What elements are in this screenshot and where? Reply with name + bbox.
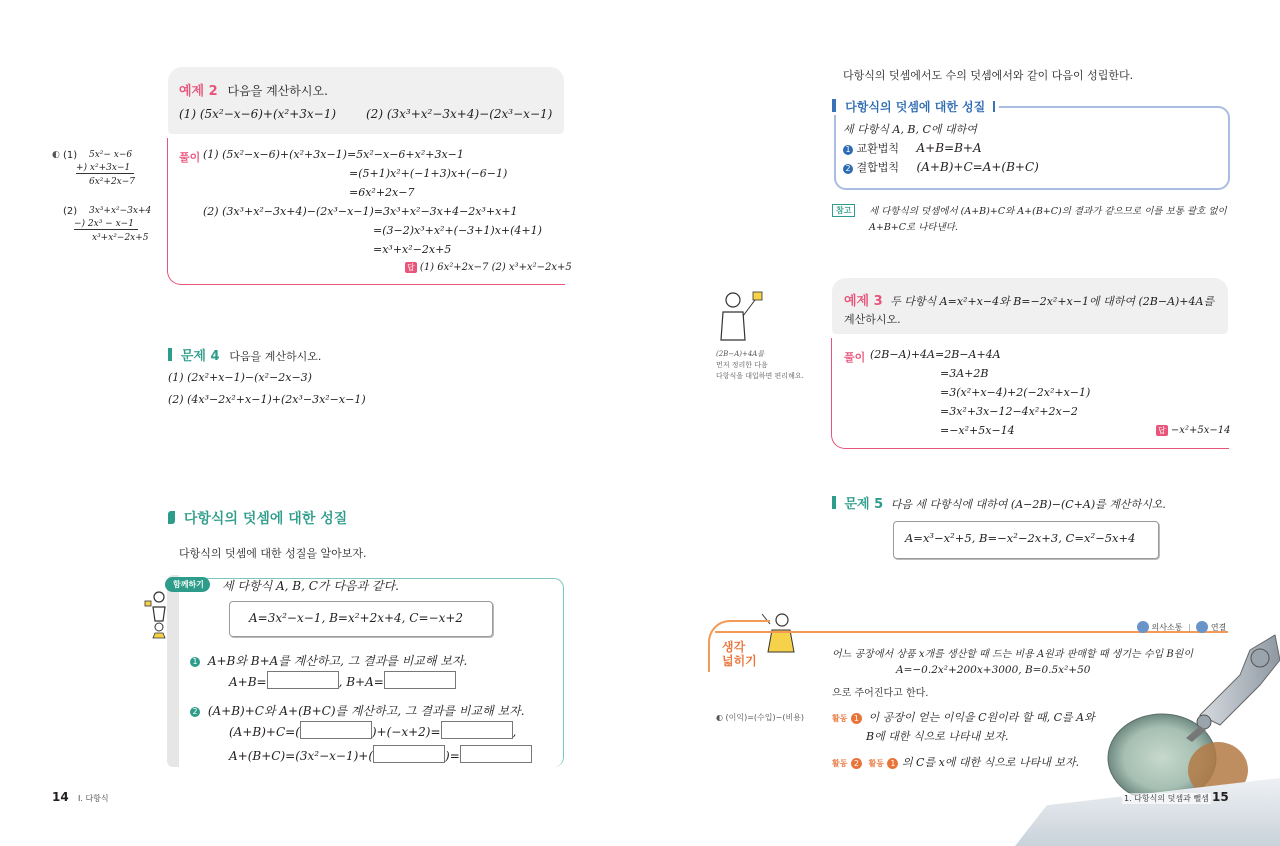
- problem4-title: [168, 345, 321, 364]
- step2-number-icon: 2: [190, 707, 200, 717]
- act1-text-1: 이 공장이 얻는 이익을 C원이라 할 때, C를 A와: [868, 711, 1095, 724]
- activity-character-icon: [143, 589, 171, 639]
- law1-formula: A+B=B+A: [916, 141, 982, 155]
- answer-mark: 답: [1158, 426, 1166, 435]
- activity-step1: [190, 652, 467, 669]
- step2-abc-blank-2[interactable]: [441, 721, 513, 739]
- step2-abc-blank-1[interactable]: [300, 721, 372, 739]
- example2-prompt: 다음을 계산하시오.: [227, 84, 328, 98]
- example2-sol2-line2: =(3−2)x³+x²+(−3+1)x+(4+1): [373, 224, 542, 237]
- step2-abc2-mid: )=: [445, 749, 460, 763]
- right-section-title: 1. 다항식의 덧셈과 뺄셈: [1124, 794, 1209, 803]
- left-page-number: 14: [52, 790, 69, 804]
- activity-step2: [190, 702, 525, 719]
- activity-step2-line2: [229, 745, 532, 763]
- step1-ba-blank[interactable]: [384, 671, 456, 689]
- note-line2: A+B+C로 나타낸다.: [869, 222, 958, 233]
- section-intro: 다항식의 덧셈에 대한 성질을 알아보자.: [179, 547, 367, 560]
- example2-title: [179, 80, 328, 99]
- property-lead: 세 다항식 A, B, C에 대하여: [843, 123, 977, 136]
- example2-answer-text: (1) 6x²+2x−7 (2) x³+x²−2x+5: [419, 262, 572, 273]
- example2-sol2-line1: (2) (3x³+x²−3x+4)−(2x³−x−1)=3x³+x²−3x+4−2x³+x+1: [203, 205, 518, 218]
- example2-answer: [405, 262, 572, 273]
- problem5-prompt: 다음 세 다항식에 대하여 (A−2B)−(C+A)를 계산하시오.: [890, 498, 1166, 511]
- example2-solution-label: 풀이: [179, 151, 201, 164]
- law1-name: 교환법칙: [856, 142, 900, 155]
- act2-label: 활동: [832, 759, 848, 768]
- property-box-title: [832, 98, 999, 115]
- think-hint-text: (이익)=(수입)−(비용): [725, 713, 805, 722]
- example2-question-1: (1) (5x²−x−6)+(x²+3x−1): [179, 107, 337, 121]
- activity-step1-text: A+B와 B+A를 계산하고, 그 결과를 비교해 보자.: [207, 654, 468, 668]
- step2-abc2-left: A+(B+C)=(3x²−x−1)+(: [229, 749, 374, 763]
- margin-note-arrow-icon: ◐: [52, 150, 60, 160]
- right-page-number: 15: [1212, 790, 1229, 804]
- act1-label: 활동: [832, 714, 848, 723]
- example2-sol1-line3: =6x²+2x−7: [349, 186, 415, 199]
- margin-note-1-row1: 5x²− x−6: [89, 150, 133, 160]
- section-bullet-icon: [168, 511, 175, 524]
- example2-sol1-line2: =(5+1)x²+(−1+3)x+(−6−1): [349, 167, 508, 180]
- activity-step2-line1: [229, 721, 516, 739]
- think-tags: 의사소통 | 연결: [1137, 621, 1226, 633]
- problem4-bar: [168, 348, 172, 361]
- example3-label: 예제 3: [844, 294, 883, 309]
- think-activity-1: [832, 709, 1095, 725]
- step1-ba-label: , B+A=: [338, 675, 384, 689]
- act2-ref-label: 활동: [868, 759, 884, 768]
- section-title-text: 다항식의 덧셈에 대한 성질: [183, 511, 348, 527]
- act2-text: 의 C를 x에 대한 식으로 나타내 보자.: [901, 756, 1080, 769]
- property-law1: [843, 140, 982, 156]
- step2-abc-left: (A+B)+C=(: [229, 725, 300, 739]
- activity-step2-text: (A+B)+C와 A+(B+C)를 계산하고, 그 결과를 비교해 보자.: [207, 704, 525, 718]
- think-title: [722, 640, 757, 668]
- example3-prompt-1: 두 다항식 A=x²+x−4와 B=−2x²+x−1에 대하여 (2B−A)+4A를: [890, 295, 1215, 308]
- law2-number-icon: 2: [843, 164, 853, 174]
- step1-ab-blank[interactable]: [267, 671, 339, 689]
- think-paragraph-1: 어느 공장에서 상품 x개를 생산할 때 드는 비용 A원과 판매할 때 생기는 수입 B원이: [832, 649, 1193, 660]
- example3-line5: =−x²+5x−14: [940, 424, 1015, 437]
- think-activity-2: [832, 754, 1079, 770]
- example3-answer: [1156, 425, 1230, 436]
- example3-solution-label: 풀이: [844, 351, 866, 364]
- margin-note-2-row3: x³+x²−2x+5: [92, 233, 149, 243]
- example3-line3: =3(x²+x−4)+2(−2x²+x−1): [940, 386, 1091, 399]
- activity-prompt: 세 다항식 A, B, C가 다음과 같다.: [222, 579, 399, 593]
- property-title-bar: [832, 99, 836, 112]
- activity-given: A=3x²−x−1, B=x²+2x+4, C=−x+2: [249, 611, 464, 625]
- problem4-question-2: (2) (4x³−2x²+x−1)+(2x³−3x²−x−1): [168, 393, 366, 406]
- example2-sol1-line1: (1) (5x²−x−6)+(x²+3x−1)=5x²−x−6+x²+3x−1: [203, 148, 464, 161]
- example2-header-box: [168, 67, 564, 134]
- example2-sol2-line3: =x³+x²−2x+5: [373, 243, 452, 256]
- act1-number-icon: 1: [851, 713, 862, 724]
- step1-number-icon: 1: [190, 657, 200, 667]
- example3-prompt-2: 계산하시오.: [844, 313, 901, 326]
- side-tip-line3: 다항식을 대입하면 편리해요.: [716, 372, 804, 380]
- think-hint: [716, 712, 804, 723]
- law2-formula: (A+B)+C=A+(B+C): [916, 160, 1039, 174]
- example2-label: 예제 2: [179, 84, 218, 99]
- scientist-character-icon: [717, 290, 767, 345]
- step2-abc2-blank-2[interactable]: [460, 745, 532, 763]
- note-label: 참고: [832, 204, 855, 217]
- property-title-text: 다항식의 덧셈에 대한 성질: [845, 100, 986, 114]
- problem5-given: A=x³−x²+5, B=−x²−2x+3, C=x²−5x+4: [905, 531, 1136, 545]
- margin-note-1-label: (1): [63, 150, 78, 161]
- problem4-prompt: 다음을 계산하시오.: [229, 350, 322, 363]
- left-chapter-title: Ⅰ. 다항식: [78, 794, 109, 803]
- side-tip-line2: 먼저 정리한 다음: [716, 361, 768, 369]
- step2-abc-comma: ,: [512, 725, 517, 739]
- think-title-1: 생각: [722, 640, 746, 654]
- activity-badge: 함께하기: [165, 577, 210, 592]
- side-tip: [716, 349, 804, 382]
- example2-question-2: (2) (3x³+x²−3x+4)−(2x³−x−1): [366, 107, 553, 121]
- section-title: [168, 508, 347, 528]
- law2-name: 결합법칙: [856, 161, 900, 174]
- right-intro: 다항식의 덧셈에서도 수의 덧셈에서와 같이 다음이 성립한다.: [843, 69, 1134, 82]
- answer-mark: 답: [407, 263, 415, 272]
- hint-arrow-icon: ◐: [716, 713, 723, 722]
- think-activity-1-line2: B에 대한 식으로 나타내 보자.: [866, 730, 1009, 743]
- problem5-label: 문제 5: [844, 497, 884, 512]
- think-title-2: 넓히기: [722, 654, 757, 668]
- example3-line4: =3x²+3x−12−4x²+2x−2: [940, 405, 1078, 418]
- example3-answer-text: −x²+5x−14: [1170, 425, 1231, 436]
- example3-title: [844, 290, 1214, 309]
- problem5-title: [832, 493, 1166, 512]
- problem5-bar: [832, 496, 836, 509]
- tag-connection: 연결: [1210, 623, 1227, 632]
- note-line1: 세 다항식의 덧셈에서 (A+B)+C와 A+(B+C)의 결과가 같으므로 이를 보통 괄호 없이: [869, 206, 1227, 217]
- think-paragraph-2: A=−0.2x²+200x+3000, B=0.5x²+50: [896, 664, 1091, 676]
- margin-note-2-label: (2): [63, 206, 78, 217]
- step1-ab-label: A+B=: [229, 675, 267, 689]
- problem4-label: 문제 4: [180, 349, 220, 364]
- margin-note-2-row1: 3x³+x²−3x+4: [89, 206, 152, 216]
- tag-communication: 의사소통: [1151, 623, 1183, 632]
- example3-line1: (2B−A)+4A=2B−A+4A: [870, 348, 1001, 361]
- side-tip-line1: (2B−A)+4A를: [716, 350, 765, 358]
- property-law2: [843, 159, 1039, 175]
- problem4-question-1: (1) (2x²+x−1)−(x²−2x−3): [168, 371, 312, 384]
- margin-note-1-row2: +) x²+3x−1: [76, 163, 134, 174]
- activity-step1-answers: [229, 671, 456, 689]
- act2-ref-number-icon: 1: [887, 758, 898, 769]
- think-paragraph-3: 으로 주어진다고 한다.: [832, 688, 929, 699]
- step2-abc-mid: )+(−x+2)=: [371, 725, 441, 739]
- act2-number-icon: 2: [851, 758, 862, 769]
- example3-line2: =3A+2B: [940, 367, 989, 380]
- margin-note-2-row2: −) 2x³ − x−1: [74, 219, 138, 230]
- robot-arm-image: [1100, 630, 1280, 800]
- margin-note-1-row3: 6x²+2x−7: [89, 177, 136, 187]
- step2-abc2-blank-1[interactable]: [373, 745, 445, 763]
- law1-number-icon: 1: [843, 145, 853, 155]
